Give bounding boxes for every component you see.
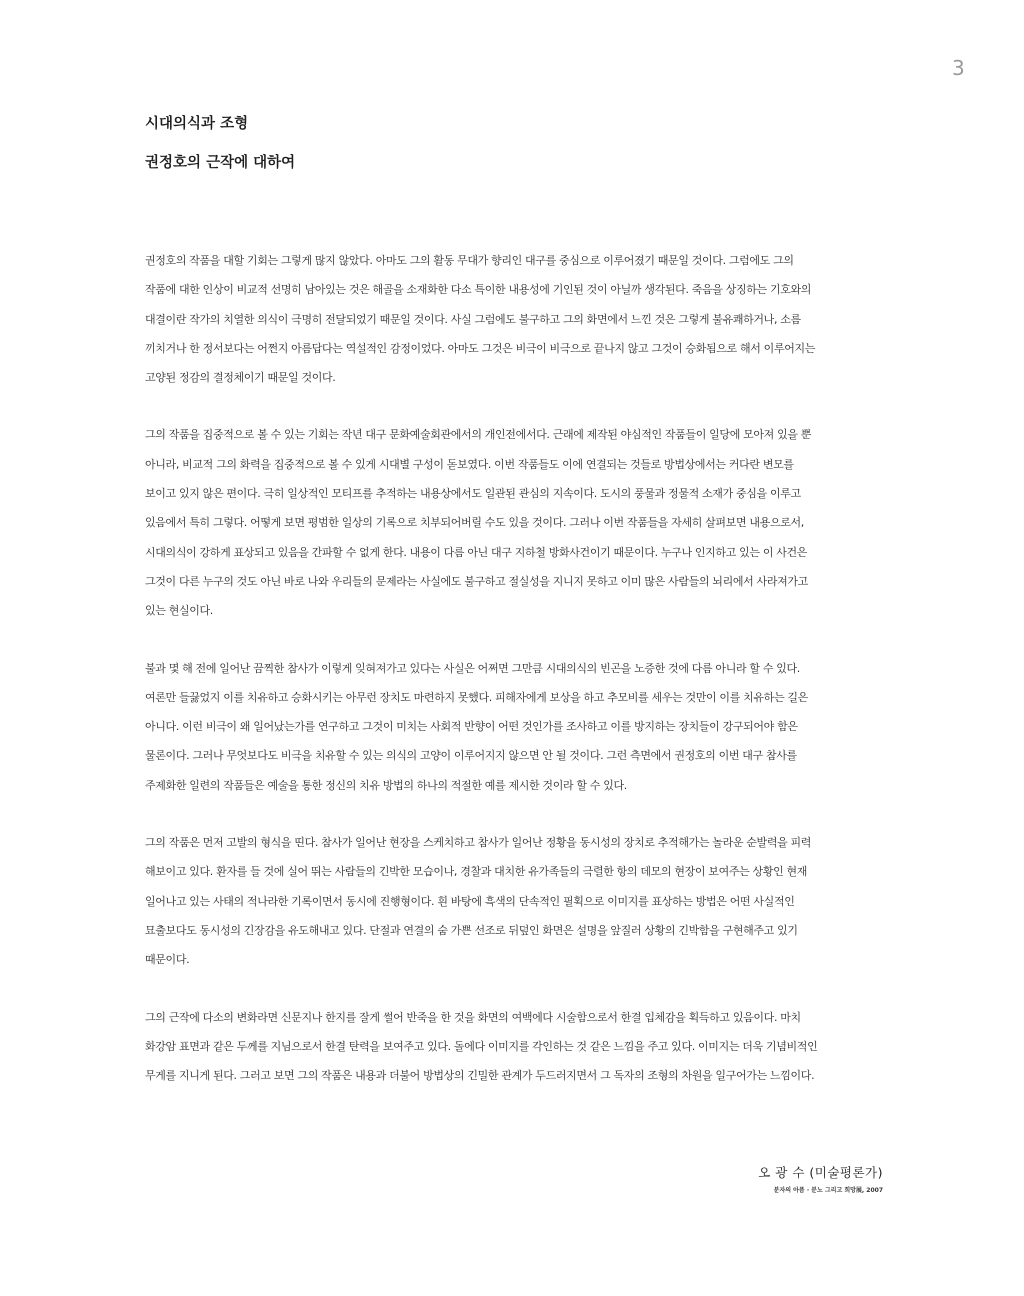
- text-line: 대결이란 작가의 치열한 의식이 극명히 전달되었기 때문일 것이다. 사실 그럼에도 불구하고 그의 화면에서 느낀 것은 그렇게 불유쾌하거나, 소름: [145, 312, 801, 326]
- paragraph: [145, 654, 885, 800]
- text-line: 그것이 다른 누구의 것도 아닌 바로 나와 우리들의 문제라는 사실에도 불구하고 절실성을 지니지 못하고 이미 많은 사람들의 뇌리에서 사라져가고: [145, 574, 808, 588]
- source-citation: 분자의 아픔 · 분노 그리고 희망展, 2007: [773, 1187, 883, 1194]
- document-title: 시대의식과 조형: [145, 116, 249, 132]
- text-line: 작품에 대한 인상이 비교적 선명히 남아있는 것은 해골을 소재화한 다소 특이한 내용성에 기인된 것이 아닐까 생각된다. 죽음을 상징하는 기호와의: [145, 283, 812, 297]
- text-line: 화강암 표면과 같은 두께를 지님으로서 한결 탄력을 보여주고 있다. 돌에다 이미지를 각인하는 것 같은 느낌을 주고 있다. 이미지는 더욱 기념비적인: [145, 1039, 818, 1053]
- essay-body: [145, 246, 885, 1118]
- text-line: 여론만 들끓었지 이를 치유하고 승화시키는 아무런 장치도 마련하지 못했다. 피해자에게 보상을 하고 추모비를 세우는 것만이 이를 치유하는 길은: [145, 690, 808, 704]
- text-line: 일어나고 있는 사태의 적나라한 기록이면서 동시에 진행형이다. 흰 바탕에 흑색의 단속적인 필획으로 이미지를 표상하는 방법은 어떤 사실적인: [145, 894, 795, 908]
- text-line: 물론이다. 그러나 무엇보다도 비극을 치유할 수 있는 의식의 고양이 이루어지지 않으면 안 될 것이다. 그런 측면에서 권정호의 이번 대구 참사를: [145, 749, 797, 763]
- paragraph: [145, 420, 885, 625]
- text-line: 때문이다.: [145, 953, 190, 967]
- page-number: 3: [952, 56, 965, 80]
- text-line: 보이고 있지 않은 편이다. 극히 일상적인 모티프를 추적하는 내용상에서도 일관된 관심의 지속이다. 도시의 풍물과 정물적 소재가 중심을 이루고: [145, 487, 801, 501]
- text-line: 그의 근작에 다소의 변화라면 신문지나 한지를 잘게 썰어 반죽을 한 것을 화면의 여백에다 시술함으로서 한결 입체감을 획득하고 있음이다. 마치: [145, 1010, 801, 1024]
- text-line: 주제화한 일련의 작품들은 예술을 통한 정신의 치유 방법의 하나의 적절한 예를 제시한 것이라 할 수 있다.: [145, 778, 627, 792]
- author-name: 오 광 수 (미술평론가): [758, 1165, 883, 1180]
- text-line: 그의 작품은 먼저 고발의 형식을 띤다. 참사가 일어난 현장을 스케치하고 참사가 일어난 정황을 동시성의 장치로 추적해가는 놀라운 순발력을 피력: [145, 836, 812, 850]
- heading-block: [145, 114, 295, 173]
- text-line: 아니라, 비교적 그의 화력을 집중적으로 볼 수 있게 시대별 구성이 돋보였다. 이번 작품들도 이에 연결되는 것들로 방법상에서는 커다란 변모를: [145, 457, 794, 471]
- text-line: 끼치거나 한 정서보다는 어쩐지 아름답다는 역설적인 감정이었다. 아마도 그것은 비극이 비극으로 끝나지 않고 그것이 승화됨으로 해서 이루어지는: [145, 341, 816, 355]
- signature-block: [758, 1164, 883, 1196]
- paragraph: [145, 1003, 885, 1091]
- text-line: 무게를 지니게 된다. 그러고 보면 그의 작품은 내용과 더불어 방법상의 긴밀한 관계가 두드러지면서 그 독자의 조형의 차원을 일구어가는 느낌이다.: [145, 1069, 815, 1083]
- text-line: 묘출보다도 동시성의 긴장감을 유도해내고 있다. 단절과 연결의 숨 가쁜 선조로 뒤덮인 화면은 설명을 앞질러 상황의 긴박함을 구현해주고 있기: [145, 923, 798, 937]
- text-line: 고양된 정감의 결정체이기 때문일 것이다.: [145, 371, 336, 385]
- text-line: 그의 작품을 집중적으로 볼 수 있는 기회는 작년 대구 문화예술회관에서의 개인전에서다. 근래에 제작된 야심적인 작품들이 일당에 모아져 있을 뿐: [145, 428, 812, 442]
- paragraph: [145, 828, 885, 974]
- text-line: 해보이고 있다. 환자를 들 것에 실어 뛰는 사람들의 긴박한 모습이나, 경찰과 대치한 유가족들의 극렬한 항의 데모의 현장이 보여주는 상황인 현재: [145, 865, 808, 879]
- paragraph: [145, 246, 885, 392]
- text-line: 있음에서 특히 그렇다. 어떻게 보면 평범한 일상의 기록으로 치부되어버릴 수도 있을 것이다. 그러나 이번 작품들을 자세히 살펴보면 내용으로서,: [145, 516, 804, 530]
- text-line: 권정호의 작품을 대할 기회는 그렇게 많지 않았다. 아마도 그의 활동 무대가 향리인 대구를 중심으로 이루어졌기 때문일 것이다. 그럼에도 그의: [145, 254, 794, 267]
- document-subtitle: 권정호의 근작에 대하여: [145, 155, 296, 171]
- text-line: 불과 몇 해 전에 일어난 끔찍한 참사가 이렇게 잊혀져가고 있다는 사실은 어쩌면 그만큼 시대의식의 빈곤을 노증한 것에 다름 아니라 할 수 있다.: [145, 661, 800, 675]
- text-line: 시대의식이 강하게 표상되고 있음을 간파할 수 없게 한다. 내용이 다름 아닌 대구 지하철 방화사건이기 때문이다. 누구나 인지하고 있는 이 사건은: [145, 545, 808, 559]
- text-line: 아니다. 이런 비극이 왜 일어났는가를 연구하고 그것이 미치는 사회적 반향이 어떤 것인가를 조사하고 이를 방지하는 장치들이 강구되어야 함은: [145, 720, 798, 734]
- text-line: 있는 현실이다.: [145, 604, 213, 618]
